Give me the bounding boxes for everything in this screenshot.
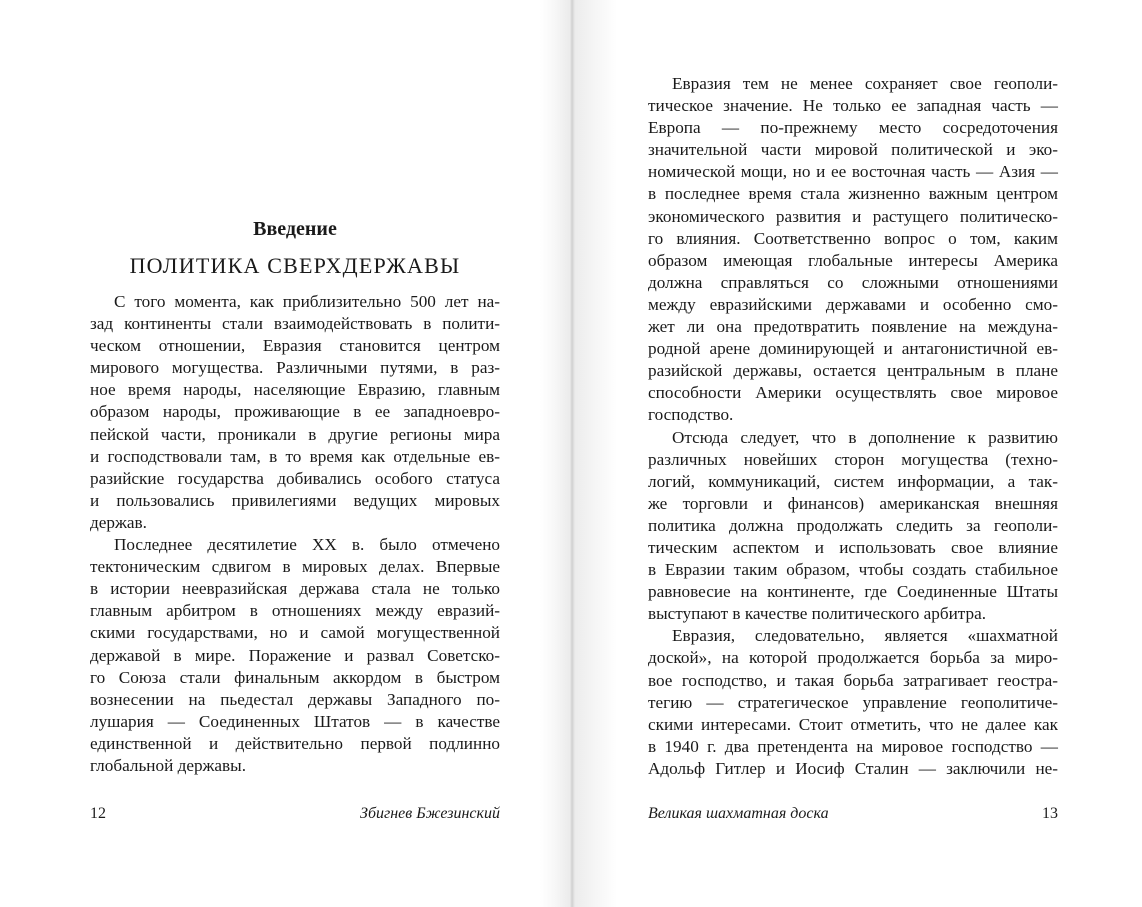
text-line: С того момента, как приблизительно 500 лет на- [114,292,500,311]
text-line: номической мощи, но и ее восточная часть — Азия — [648,162,1058,182]
text-line: скими государствами, но и самой могущественной [90,623,500,643]
paragraph [90,291,500,534]
text-line: значительной части мировой политической и эко- [648,140,1058,160]
body-text [90,291,500,777]
text-line: зад континенты стали взаимодействовать в полити- [90,314,500,334]
text-line: тическим аспектом и использовать свое влияние [648,537,1058,557]
paragraph [648,625,1058,780]
text-line: лушария — Соединенных Штатов — в качестве [90,711,500,731]
paragraph [90,534,500,777]
text-line: державой в мире. Поражение и развал Советско- [90,645,500,665]
running-footer-author: Збигнев Бжезинский [360,805,500,822]
text-line: пейской части, проникали в другие регионы мира [90,424,500,444]
text-line: способности Америки осуществлять свое мировое [648,383,1058,403]
text-line: доской», на которой продолжается борьба за миро- [648,648,1058,668]
text-line: разийской державы, остается центральным в плане [648,361,1058,381]
text-line: господство. [648,405,734,425]
text-line: Отсюда следует, что в дополнение к развитию [672,427,1058,447]
text-line: единственной и действительно первой подлинно [90,733,500,753]
page-number: 13 [1042,805,1058,822]
text-line: равновесие на континенте, где Соединенные Штаты [648,582,1058,602]
text-line: держав. [90,512,147,532]
paragraph [648,427,1058,626]
text-line: тектоническим сдвигом в мировых делах. Впервые [90,557,500,577]
text-line: скими интересами. Стоит отметить, что не далее как [648,714,1058,734]
text-line: экономического развития и растущего политическо- [648,206,1058,226]
right-page [572,0,1142,907]
text-line: глобальной державы. [90,755,247,775]
text-line: и пользовались привилегиями ведущих мировых [90,490,500,510]
text-line: Адольф Гитлер и Иосиф Сталин — заключили не- [648,758,1058,778]
text-line: ное время народы, населяющие Евразию, главным [90,380,500,400]
text-line: в последнее время стала жизненно важным центром [648,184,1058,204]
text-line: и господствовали там, в то время как отдельные ев- [90,446,500,466]
text-line: в истории неевразийская держава стала не только [90,579,500,599]
text-line: ческом отношении, Евразия становится центром [90,336,500,356]
chapter-title: ПОЛИТИКА СВЕРХДЕРЖАВЫ [129,253,461,278]
text-line: разийские государства добивались особого статуса [90,468,500,488]
text-line: вое господство, и такая борьба затрагивает геостра- [648,670,1058,690]
chapter-label: Введение [253,218,337,240]
text-line: в 1940 г. два претендента на мировое господство — [648,736,1058,756]
text-line: Евразия, следовательно, является «шахматной [672,626,1058,646]
text-line: Евразия тем не менее сохраняет свое геополи- [672,74,1058,93]
text-line: выступают в качестве политического арбитра. [648,604,987,624]
text-line: го Союза стали финальным аккордом в быстром [90,667,500,687]
text-line: в Евразии таким образом, чтобы создать стабильное [648,560,1058,580]
text-line: же торговли и финансов) американская внешняя [648,493,1058,513]
text-line: тическое значение. Не только ее западная часть — [648,96,1058,116]
running-footer-title: Великая шахматная доска [648,805,829,822]
text-line: образом народы, проживающие в ее западноевро- [90,402,500,422]
text-line: родной арене доминирующей и антагонистичной ев- [648,339,1058,359]
text-line: логий, коммуникаций, систем информации, а так- [648,471,1058,491]
text-line: между евразийскими державами и особенно смо- [648,294,1058,314]
body-text [648,73,1058,780]
text-line: различных новейших сторон могущества (техно- [648,449,1058,469]
text-line: Европа — по-прежнему место сосредоточения [648,118,1058,138]
text-line: жет ли она предотвратить появление на междуна- [648,317,1058,337]
text-line: политика должна продолжать следить за геополи- [648,515,1058,535]
paragraph [648,73,1058,427]
text-line: го влияния. Соответственно вопрос о том, каким [648,228,1058,248]
text-line: тегию — стратегическое управление геополитиче- [648,692,1058,712]
text-line: мирового могущества. Различными путями, в раз- [90,358,500,378]
text-line: должна справляться со сложными отношениями [648,272,1058,292]
text-line: Последнее десятилетие XX в. было отмечено [114,535,500,555]
page-number: 12 [90,805,106,822]
text-line: вознесении на пьедестал державы Западного по- [90,689,500,709]
text-line: главным арбитром в отношениях между евразий- [90,601,500,621]
text-line: образом имеющая глобальные интересы Америка [648,250,1058,270]
